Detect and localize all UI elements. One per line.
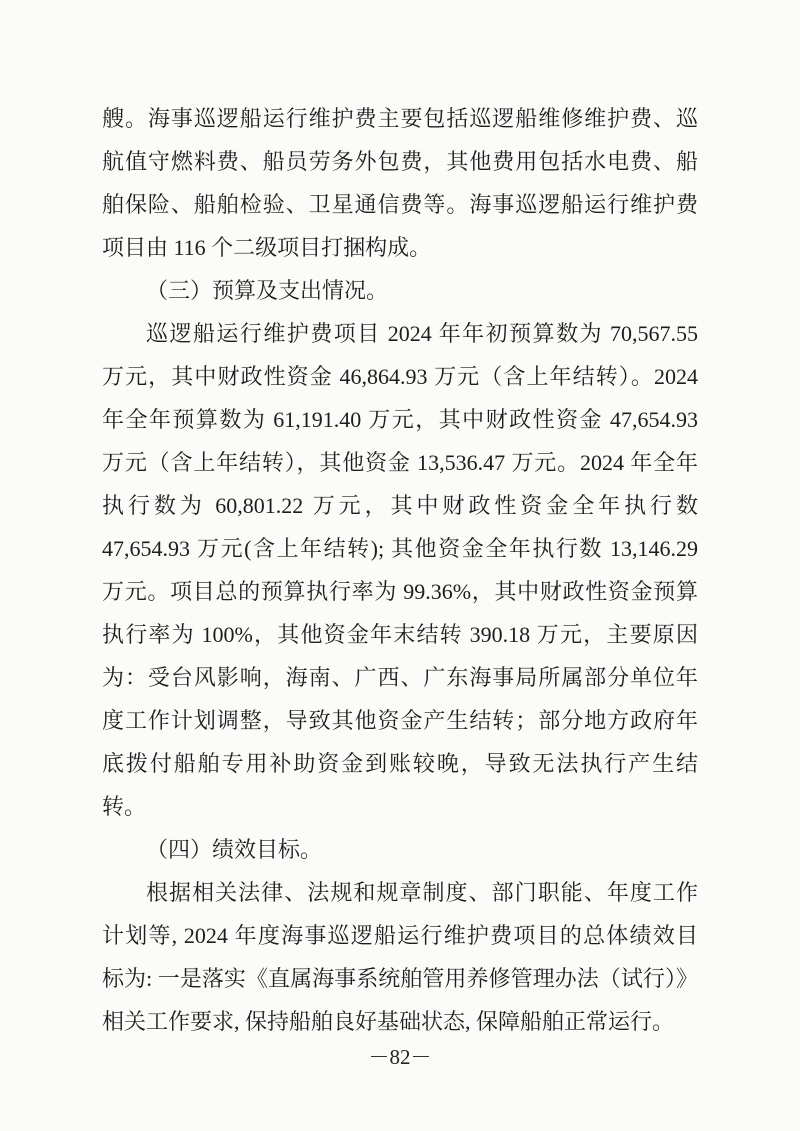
body-line: 万元，其中财政性资金 46,864.93 万元（含上年结转）。2024	[102, 364, 698, 389]
body-line: 计划等, 2024 年度海事巡逻船运行维护费项目的总体绩效目	[102, 923, 698, 948]
body-line: 相关工作要求, 保持船舶良好基础状态, 保障船舶正常运行。	[102, 1009, 675, 1034]
page-number: －82－	[368, 1045, 432, 1069]
body-line: 标为: 一是落实《直属海事系统舶管用养修管理办法（试行）》	[102, 966, 698, 991]
body-line: 巡逻船运行维护费项目 2024 年年初预算数为 70,567.55	[146, 321, 698, 346]
body-line: 度工作计划调整，导致其他资金产生结转；部分地方政府年	[102, 708, 698, 733]
body-line: 项目由 116 个二级项目打捆构成。	[102, 235, 432, 260]
body-line: 舶保险、船舶检验、卫星通信费等。海事巡逻船运行维护费	[102, 192, 698, 217]
body-line: 执行数为 60,801.22 万元，其中财政性资金全年执行数	[102, 493, 698, 518]
body-line: 艘。海事巡逻船运行维护费主要包括巡逻船维修维护费、巡	[102, 106, 698, 131]
section-heading: （三）预算及支出情况。	[146, 278, 389, 303]
body-line: 底拨付船舶专用补助资金到账较晚，导致无法执行产生结	[102, 751, 698, 776]
body-line: 转。	[102, 794, 147, 819]
body-line: 根据相关法律、法规和规章制度、部门职能、年度工作	[146, 880, 698, 905]
body-line: 47,654.93 万元(含上年结转); 其他资金全年执行数 13,146.29	[102, 536, 698, 561]
body-line: 为：受台风影响，海南、广西、广东海事局所属部分单位年	[102, 665, 698, 690]
body-line: 航值守燃料费、船员劳务外包费，其他费用包括水电费、船	[102, 149, 698, 174]
document-body	[102, 97, 698, 1043]
section-heading: （四）绩效目标。	[146, 837, 323, 862]
body-line: 年全年预算数为 61,191.40 万元，其中财政性资金 47,654.93	[102, 407, 698, 432]
body-line: 万元（含上年结转），其他资金 13,536.47 万元。2024 年全年	[102, 450, 698, 475]
body-line: 万元。项目总的预算执行率为 99.36%，其中财政性资金预算	[102, 579, 698, 604]
body-line: 执行率为 100%，其他资金年末结转 390.18 万元，主要原因	[102, 622, 698, 647]
